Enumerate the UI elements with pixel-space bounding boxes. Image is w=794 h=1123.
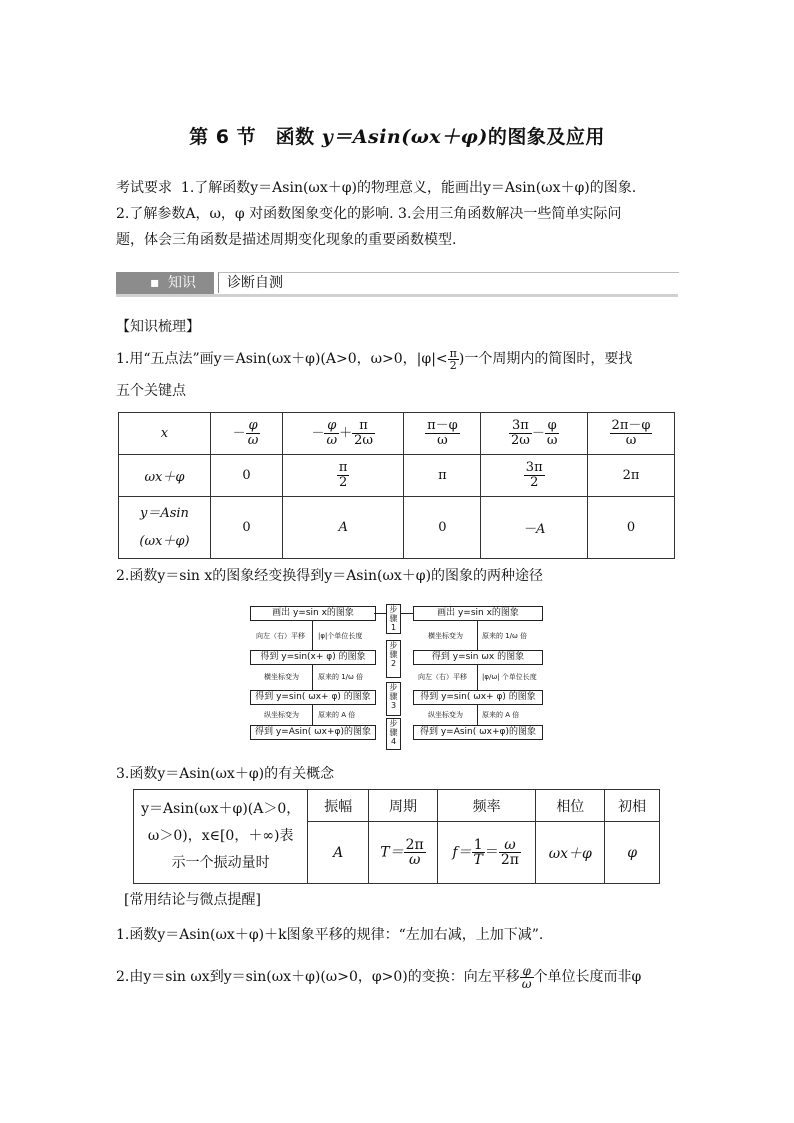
x0-num: φ	[248, 418, 258, 433]
x4-num: 2π－φ	[611, 418, 651, 433]
x1-den: ω	[326, 433, 338, 448]
x3-den2: ω	[546, 433, 558, 448]
requirements-line2: 2.了解参数A，ω，φ 对函数图象变化的影响. 3.会用三角函数解决一些简单实际问	[116, 206, 622, 222]
requirements-line1: 1.了解函数y＝Asin(ωx＋φ)的物理意义，能画出y＝Asin(ωx＋φ)的图象.	[180, 180, 637, 196]
flow-arrow	[477, 621, 478, 650]
item1-text-b: )一个周期内的简图时，要找	[458, 351, 633, 367]
row-label-y2: (ωx＋φ)	[139, 533, 190, 549]
y-4: 0	[588, 497, 675, 559]
requirements-line3: 题，体会三角函数是描述周期变化现象的重要函数模型.	[116, 232, 457, 248]
concept-desc-3: 示一个振动量时	[171, 855, 270, 871]
step-3-label: 步骤3	[386, 682, 401, 716]
value-initial-phase: φ	[627, 844, 637, 861]
flow-right-label: 向左（右）平移	[418, 673, 467, 681]
flow-right-label: 纵坐标变为	[428, 711, 463, 719]
section-banner	[116, 272, 678, 296]
header-frequency: 频率	[437, 790, 536, 822]
tip2-text-b: 个单位长度而非φ	[533, 969, 642, 985]
tip-2	[116, 964, 691, 998]
exam-requirements	[116, 175, 686, 253]
x3-num: 3π	[509, 419, 532, 434]
flow-left-label: 向左（右）平移	[256, 632, 305, 640]
flow-connector	[401, 613, 413, 614]
x0-den: ω	[247, 433, 259, 448]
value-freq-eq: ＝	[484, 844, 499, 861]
flow-right-label: 原来的 A 倍	[482, 711, 520, 719]
value-period-den: ω	[408, 852, 421, 868]
step-1-label: 步骤1	[386, 604, 401, 634]
banner-tag	[116, 272, 214, 294]
flow-left-label: |φ|个单位长度	[318, 632, 363, 640]
phase-3-num: 3π	[525, 460, 543, 475]
item1-line2: 五个关键点	[116, 383, 186, 399]
flow-arrow	[477, 705, 478, 725]
phase-1-num: π	[338, 460, 348, 475]
item1-two: 2	[449, 358, 457, 372]
flow-left-box-1: 画出 y=sin x的图象	[250, 606, 376, 621]
item1-pi: π	[449, 346, 457, 360]
flow-left-label: 横坐标变为	[264, 673, 299, 681]
y-0: 0	[210, 497, 282, 559]
flow-left-box-3: 得到 y=sin( ωx+ φ) 的图象	[250, 690, 376, 705]
value-freq-den2: 2π	[500, 852, 519, 868]
x4-den: ω	[625, 433, 637, 448]
flow-left-label: 原来的 A 倍	[318, 711, 356, 719]
item1-text-a: 1.用“五点法”画y＝Asin(ωx＋φ)(A>0，ω>0，|φ|<	[116, 351, 448, 367]
flow-left-label: 纵坐标变为	[264, 711, 299, 719]
header-amplitude: 振幅	[308, 790, 369, 822]
flow-arrow	[312, 705, 313, 725]
table-row-x	[119, 413, 675, 455]
phase-4: 2π	[588, 455, 675, 497]
flow-right-box-1: 画出 y=sin x的图象	[413, 606, 543, 621]
x1-num: φ	[327, 418, 337, 433]
x3-den: 2ω	[510, 433, 530, 448]
knowledge-heading: 【知识梳理】	[116, 319, 200, 335]
header-initial-phase: 初相	[605, 790, 660, 822]
tip-1: 1.函数y＝Asin(ωx＋φ)＋k图象平移的规律：“左加右减，上加下减”.	[116, 927, 544, 943]
value-period-num: 2π	[405, 837, 424, 853]
x0-pre: －	[232, 426, 246, 441]
x2-num: π－φ	[427, 418, 458, 433]
header-phase: 相位	[536, 790, 605, 822]
flow-right-label: 原来的 1/ω 倍	[482, 632, 528, 640]
flow-left-box-2: 得到 y=sin(x+ φ) 的图象	[250, 650, 376, 665]
row-label-y1: y＝Asin	[140, 505, 189, 521]
five-point-table	[118, 412, 675, 559]
requirements-label: 考试要求	[116, 180, 172, 196]
flow-right-box-3: 得到 y=sin( ωx+ φ) 的图象	[413, 690, 543, 705]
concept-desc-1: y＝Asin(ωx＋φ)(A＞0，	[141, 801, 301, 817]
flow-arrow	[477, 665, 478, 690]
phase-3-den: 2	[530, 475, 539, 490]
flow-right-box-4: 得到 y=Asin( ωx+φ)的图象	[413, 725, 543, 740]
banner-section-title: 诊断自测	[227, 275, 283, 291]
banner-section	[218, 272, 679, 293]
title-prefix: 第 6 节 函数	[189, 126, 322, 148]
y-1: A	[338, 520, 348, 535]
x1-pre: －	[311, 426, 325, 441]
value-amplitude: A	[333, 844, 344, 861]
banner-label: 知识	[168, 275, 196, 291]
flow-connector	[374, 613, 386, 614]
value-period-pre: T＝	[380, 844, 404, 861]
phase-1-den: 2	[339, 475, 348, 490]
item-3: 3.函数y＝Asin(ωx＋φ)的有关概念	[116, 766, 335, 782]
page-title	[0, 122, 794, 149]
title-formula: y＝Asin(ωx＋φ)	[321, 126, 488, 148]
header-period: 周期	[369, 790, 438, 822]
x3-mid: －	[531, 426, 545, 441]
step-2-label: 步骤2	[386, 640, 401, 678]
item-1	[116, 346, 691, 404]
flow-right-label: 横坐标变为	[428, 632, 463, 640]
table-row-y	[119, 497, 675, 559]
flow-arrow	[312, 665, 313, 690]
title-suffix: 的图象及应用	[487, 126, 605, 148]
value-freq-num: 1	[472, 838, 485, 853]
value-freq-den: T	[473, 852, 483, 868]
y-2: 0	[404, 497, 481, 559]
tip2-num: φ	[522, 963, 531, 978]
value-phase: ωx＋φ	[548, 845, 592, 862]
tip2-den: ω	[521, 976, 532, 991]
x1-mid: ＋	[339, 426, 353, 441]
tip2-text-a: 2.由y＝sin ωx到y＝sin(ωx＋φ)(ω>0，φ>0)的变换：向左平移	[116, 969, 520, 985]
bullet-icon: ▪	[150, 275, 160, 291]
concepts-table	[133, 789, 660, 884]
value-freq-num2: ω	[504, 837, 516, 853]
transform-flowchart	[246, 604, 546, 746]
flow-right-box-2: 得到 y=sin ωx 的图象	[413, 650, 543, 665]
row-label-phase: ωx＋φ	[144, 470, 185, 485]
phase-0: 0	[210, 455, 282, 497]
step-4-label: 步骤4	[386, 718, 401, 750]
flow-right-label: |φ/ω| 个单位长度	[482, 673, 537, 681]
y-3: －A	[523, 522, 546, 537]
x3-num2: φ	[545, 419, 560, 434]
item-2: 2.函数y＝sin x的图象经变换得到y＝Asin(ωx＋φ)的图象的两种途径	[116, 568, 544, 584]
banner-rule	[116, 294, 678, 297]
flow-left-label: 原来的 1/ω 倍	[318, 673, 364, 681]
flow-left-box-4: 得到 y=Asin( ωx+φ)的图象	[250, 725, 376, 740]
concept-desc-2: ω＞0)，x∈[0，＋∞)表	[147, 828, 294, 844]
x1-num2: π	[352, 419, 375, 434]
table-row	[134, 790, 660, 822]
table-row-phase	[119, 455, 675, 497]
tips-heading: [常用结论与微点提醒]	[124, 892, 261, 908]
phase-2: π	[404, 455, 481, 497]
x2-den: ω	[437, 433, 448, 448]
value-freq-pre: f＝	[452, 844, 472, 861]
row-label-x: x	[160, 426, 169, 441]
flow-arrow	[312, 621, 313, 650]
x1-den2: 2ω	[354, 433, 373, 448]
